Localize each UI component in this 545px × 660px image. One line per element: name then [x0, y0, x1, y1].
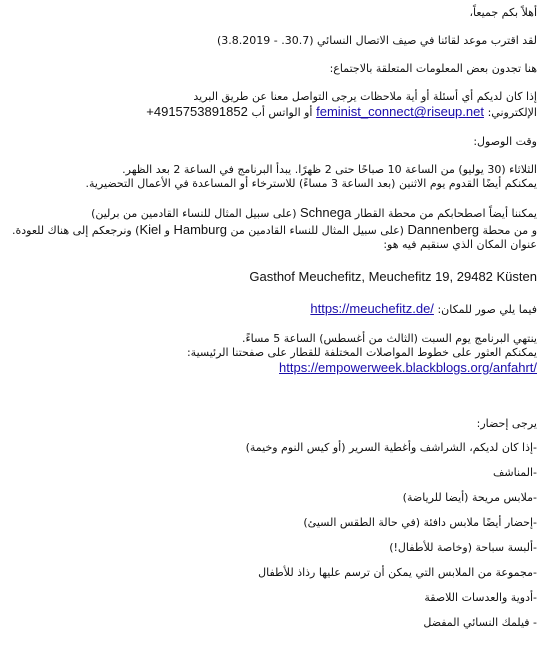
email-link[interactable]: feminist_connect@riseup.net — [316, 104, 484, 120]
ending-line: ينتهي البرنامج يوم السبت (الثالث من أغسطس) الساعة 5 مساءً. — [241, 331, 537, 345]
station-schnega: Schnega — [300, 205, 352, 221]
city-kiel: Kiel — [139, 221, 162, 237]
pickup-text: (على سبيل المثال للنساء القادمين من — [230, 223, 404, 237]
arrival-paragraph — [9, 163, 537, 191]
contact-paragraph — [9, 90, 537, 121]
pickup-text: ) ونرجعكم إلى هناك للعودة. — [12, 223, 140, 237]
list-item: -المناشف — [492, 465, 537, 479]
station-dannenberg: Dannenberg — [407, 221, 480, 237]
photos-label: فيما يلي صور للمكان: — [437, 303, 537, 317]
photos-line — [9, 301, 537, 318]
list-item: -ألبسة سباحة (وخاصة للأطفال!) — [389, 540, 537, 554]
list-item: -ملابس مريحة (أيضا للرياضة) — [402, 490, 537, 504]
ending-line: يمكنكم العثور على خطوط المواصلات المختلفة للقطار على صفحتنا الرئيسية: — [186, 345, 537, 359]
anfahrt-link[interactable]: https://empowerweek.blackblogs.org/anfahrt/ — [279, 359, 537, 375]
contact-details — [9, 104, 537, 121]
bring-list — [9, 441, 537, 631]
pickup-line — [9, 205, 537, 222]
intro-paragraph: لقد اقترب موعد لقائنا في صيف الاتصال النسائي (30.7. - 3.8.2019) — [216, 34, 537, 48]
pickup-text: و — [164, 223, 170, 237]
list-item: -مجموعة من الملابس التي يمكن أن ترسم عليها رذاذ للأطفال — [258, 566, 537, 579]
list-item: -أدوية والعدسات اللاصقة — [424, 591, 537, 605]
arrival-line: يمكنكم أيضًا القدوم يوم الاثنين (بعد الساعة 3 مساءً) للاسترخاء أو المساعدة في الأعمال التحضيرية. — [85, 177, 537, 191]
photos-link[interactable]: https://meuchefitz.de/ — [310, 301, 434, 317]
info-intro: هنا تجدون بعض المعلومات المتعلقة بالاجتماع: — [329, 62, 537, 76]
address-label: عنوان المكان الذي سنقيم فيه هو: — [383, 238, 537, 252]
arrival-line: الثلاثاء (30 يوليو) من الساعة 10 صباحًا حتى 2 ظهرًا. يبدأ البرنامج في الساعة 2 بعد الظهر. — [122, 163, 537, 177]
greeting: أهلاً بكم جميعاً، — [469, 6, 537, 19]
contact-line: إذا كان لديكم أي أسئلة أو أية ملاحظات يرجى التواصل معنا عن طريق البريد — [193, 90, 537, 104]
pickup-text: يمكننا أيضاً اصطحابكم من محطة القطار — [354, 207, 537, 221]
pickup-text: (على سبيل المثال للنساء القادمين من برلين) — [91, 207, 297, 221]
list-item: -إحضار أيضًا ملابس دافئة (في حالة الطقس السيئ) — [303, 515, 537, 529]
venue-address: Gasthof Meuchefitz, Meuchefitz 19, 29482 Küsten — [249, 268, 537, 284]
list-item: - فيلمك النسائي المفضل — [423, 616, 537, 630]
arrival-heading: وقت الوصول: — [473, 134, 537, 148]
pickup-line — [9, 222, 537, 239]
email-prefix: الإلكتروني: — [487, 106, 537, 120]
list-item: -إذا كان لديكم، الشراشف وأغطية السرير (أو كيس النوم وخيمة) — [245, 440, 537, 454]
pickup-text: و من محطة — [482, 223, 537, 237]
ending-link-line — [9, 360, 537, 377]
city-hamburg: Hamburg — [173, 221, 227, 237]
phone-number: +4915753891852 — [146, 104, 248, 120]
bring-heading: يرجى إحضار: — [476, 416, 537, 430]
pickup-paragraph — [9, 205, 537, 252]
email-body — [9, 6, 537, 641]
phone-prefix: أو الواتس أب — [251, 106, 313, 120]
ending-paragraph — [9, 332, 537, 377]
